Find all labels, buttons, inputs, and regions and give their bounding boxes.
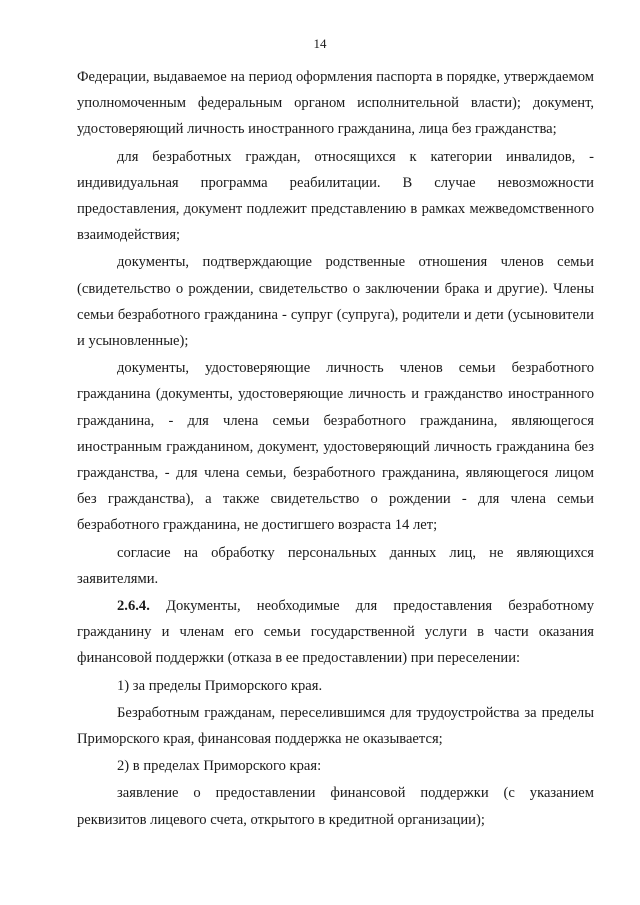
paragraph-disabled-citizens: для безработных граждан, относящихся к категории инвалидов, - индивидуальная программа реабилитации. В случае невозможности предоставления, документ подлежит представлению в рамках межведомственного взаимодействия; <box>77 148 594 244</box>
paragraph-family-identity: документы, удостоверяющие личность членов семьи безработного гражданина (документы, удостоверяющие личность и гражданство иностранного гражданина, - для члена семьи безработного гражданина, являющегося иностранным гражданином, документ, удостоверяющий личность гражданина без гражданства, - для члена семьи, безработного гражданина, являющегося лицом без гражданства), а также свидетельство о рождении - для члена семьи безработного гражданина, не достигшего возраста 14 лет; <box>77 360 594 534</box>
section-number: 2.6.4. <box>117 598 150 615</box>
paragraph-item-2: 2) в пределах Приморского края: <box>117 758 322 775</box>
paragraph-section-2-6-4 <box>77 593 594 672</box>
page-number: 14 <box>313 36 327 51</box>
paragraph-application-financial-support: заявление о предоставлении финансовой поддержки (с указанием реквизитов лицевого счета, открытого в кредитной организации); <box>77 785 594 828</box>
document-body <box>77 64 594 833</box>
paragraph-continuation-identity-documents: Федерации, выдаваемое на период оформления паспорта в порядке, утверждаемом уполномоченным федеральным органом исполнительной власти); документ, удостоверяющий личность иностранного гражданина, лица без гражданства; <box>77 69 594 138</box>
paragraph-family-relations: документы, подтверждающие родственные отношения членов семьи (свидетельство о рождении, свидетельство о заключении брака и другие). Члены семьи безработного гражданина - супруг (супруга), родители и дети (усыновители и усыновленные); <box>77 254 594 350</box>
paragraph-no-support-outside-region: Безработным гражданам, переселившимся для трудоустройства за пределы Приморского края, финансовая поддержка не оказывается; <box>77 704 594 748</box>
section-text: Документы, необходимые для предоставления безработному гражданину и членам его семьи государственной услуги в части оказания финансовой поддержки (отказа в ее предоставлении) при переселении: <box>77 598 594 667</box>
paragraph-personal-data-consent: согласие на обработку персональных данных лиц, не являющихся заявителями. <box>77 544 594 587</box>
paragraph-item-1: 1) за пределы Приморского края. <box>117 677 323 694</box>
